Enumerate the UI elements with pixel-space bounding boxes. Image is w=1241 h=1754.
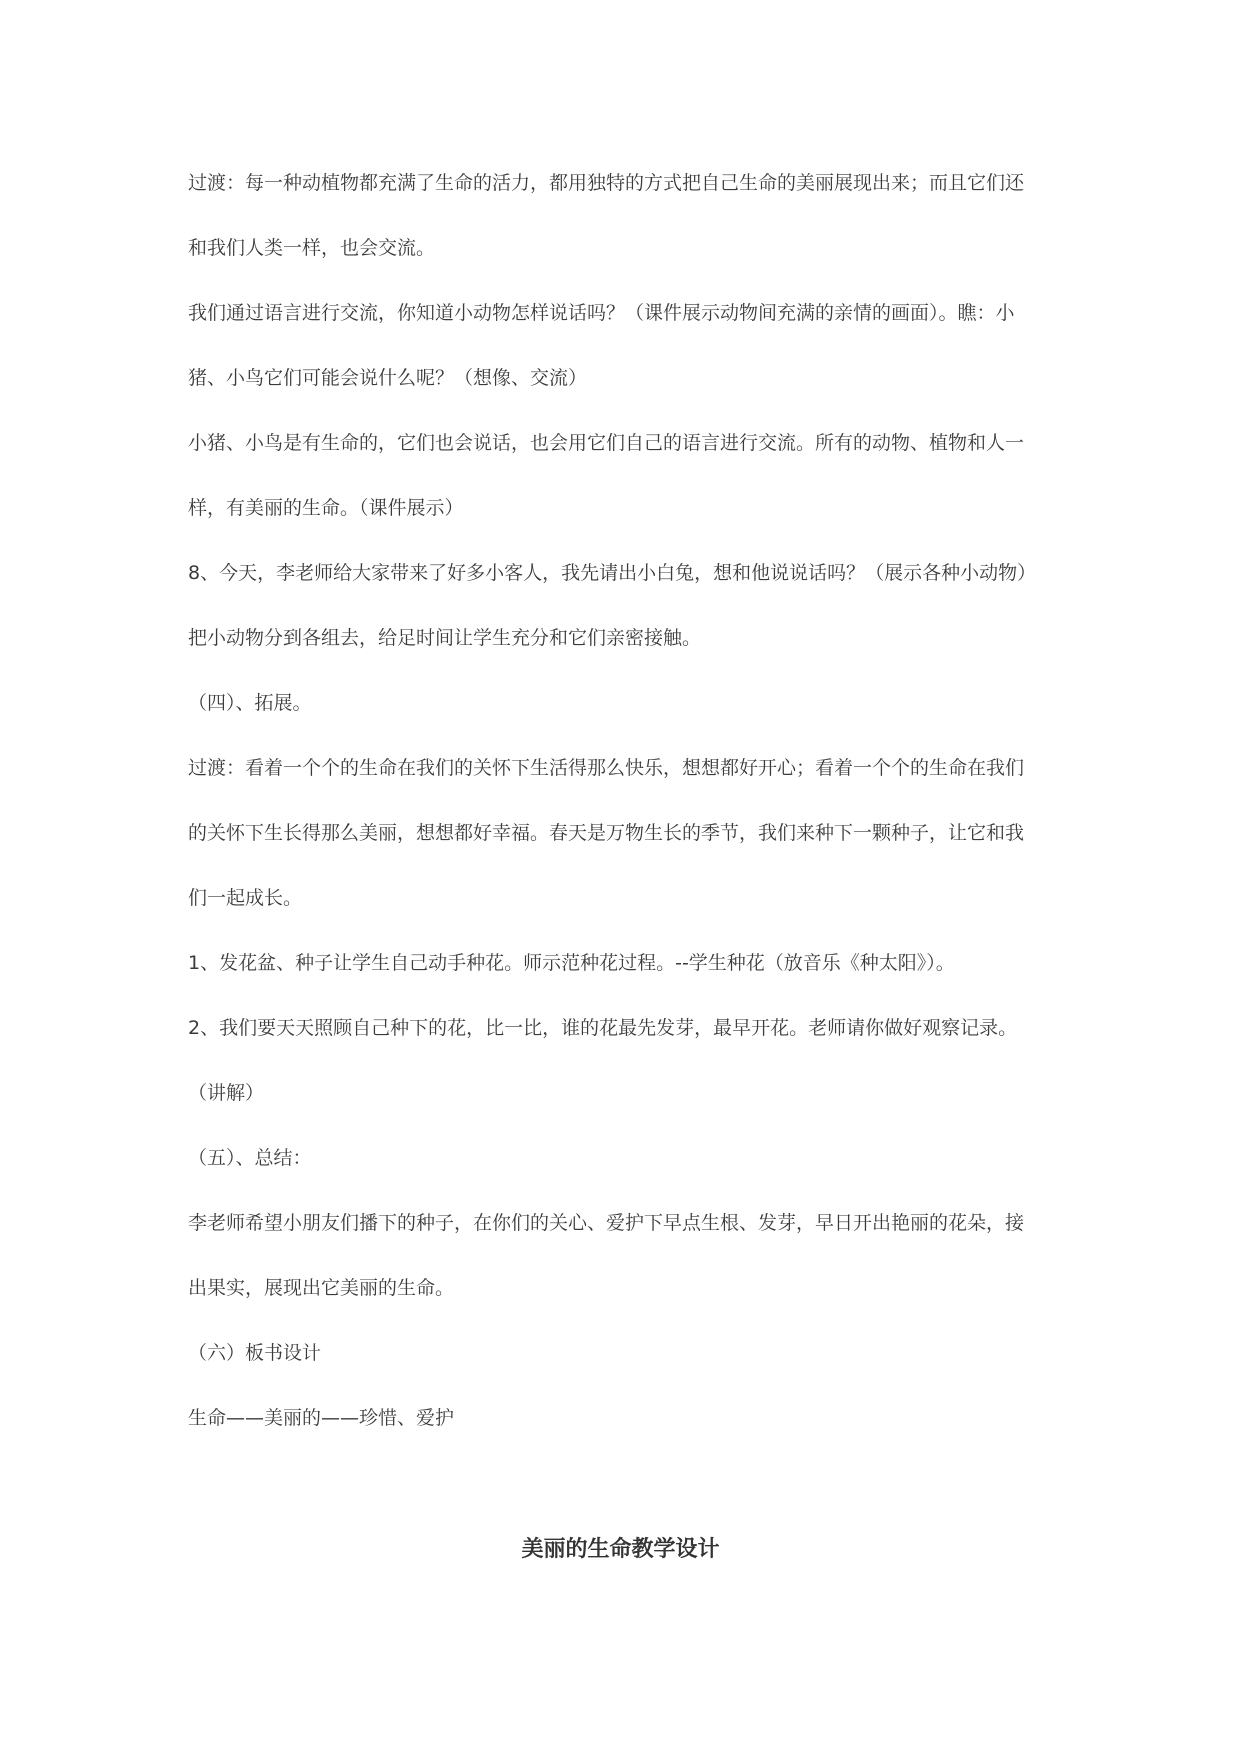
paragraph-line: 过渡：看着一个个的生命在我们的关怀下生活得那么快乐，想想都好开心；看着一个个的生命在我们 [188, 757, 1025, 779]
paragraph-line: （讲解） [188, 1082, 265, 1104]
paragraph-line: 出果实，展现出它美丽的生命。 [188, 1277, 455, 1299]
paragraph-line: 样，有美丽的生命。（课件展示） [188, 497, 464, 519]
paragraph-line: 们一起成长。 [188, 887, 303, 909]
paragraph-line: 猪、小鸟它们可能会说什么呢？（想像、交流） [188, 367, 588, 389]
paragraph-line: 2、我们要天天照顾自己种下的花，比一比，谁的花最先发芽，最早开花。老师请你做好观察记录。 [188, 1017, 1018, 1039]
paragraph-line: 小猪、小鸟是有生命的，它们也会说话，也会用它们自己的语言进行交流。所有的动物、植物和人一 [188, 432, 1025, 454]
paragraph-line: 把小动物分到各组去，给足时间让学生充分和它们亲密接触。 [188, 627, 702, 649]
section-heading: （六）板书设计 [188, 1342, 322, 1364]
section-heading: （五）、总结： [188, 1147, 312, 1169]
board-design-line: 生命——美丽的——珍惜、爱护 [188, 1407, 455, 1429]
document-title: 美丽的生命教学设计 [521, 1537, 720, 1562]
paragraph-line: 和我们人类一样，也会交流。 [188, 237, 436, 259]
paragraph-line: 8、今天，李老师给大家带来了好多小客人，我先请出小白兔，想和他说说话吗？（展示各种小动物） [188, 562, 1037, 584]
section-heading: （四）、拓展。 [188, 692, 312, 714]
paragraph-line: 李老师希望小朋友们播下的种子，在你们的关心、爱护下早点生根、发芽，早日开出艳丽的花朵，接 [188, 1212, 1025, 1234]
paragraph-line: 1、发花盆、种子让学生自己动手种花。师示范种花过程。--学生种花（放音乐《种太阳》）。 [188, 952, 955, 974]
paragraph-line: 的关怀下生长得那么美丽，想想都好幸福。春天是万物生长的季节，我们来种下一颗种子，让它和我 [188, 822, 1025, 844]
paragraph-line: 过渡：每一种动植物都充满了生命的活力，都用独特的方式把自己生命的美丽展现出来；而且它们还 [188, 172, 1025, 194]
paragraph-line: 我们通过语言进行交流，你知道小动物怎样说话吗？（课件展示动物间充满的亲情的画面）。瞧：小 [188, 302, 1015, 324]
